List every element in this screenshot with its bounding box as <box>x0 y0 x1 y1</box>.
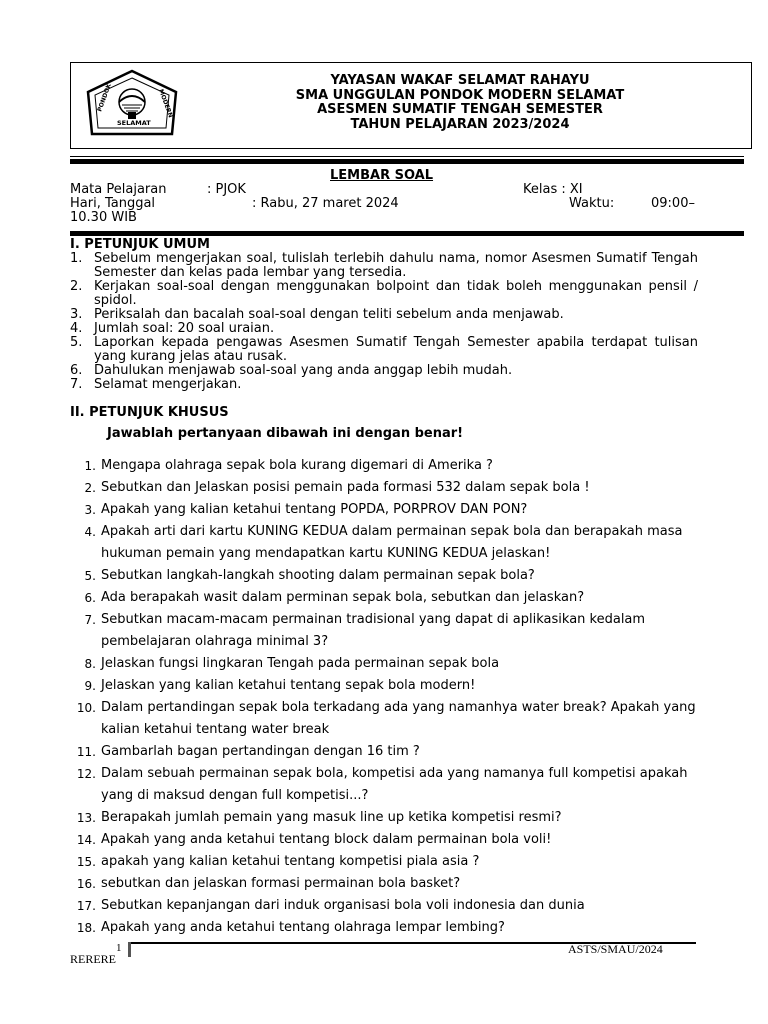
question-item <box>70 609 710 653</box>
petunjuk-umum-item-number: 1. <box>70 251 83 266</box>
divider-thin-top <box>70 156 744 157</box>
question-item <box>70 917 710 939</box>
question-number: 3. <box>84 503 96 517</box>
question-number: 17. <box>76 899 96 913</box>
logo-text-bottom: SELAMAT <box>117 119 151 127</box>
header-title-block <box>230 74 690 132</box>
hari-value: : Rabu, 27 maret 2024 <box>252 196 399 211</box>
question-number: 12. <box>76 767 96 781</box>
waktu-value: 09:00– <box>651 196 695 211</box>
waktu-value-cont: 10.30 WIB <box>70 210 137 225</box>
petunjuk-umum-item-text: Dahulukan menjawab soal-soal yang anda anggap lebih mudah. <box>94 363 513 378</box>
question-text: Ada berapakah wasit dalam perminan sepak bola, sebutkan dan jelaskan? <box>101 590 585 605</box>
petunjuk-umum <box>70 238 698 392</box>
question-text: Gambarlah bagan pertandingan dengan 16 tim ? <box>101 744 420 759</box>
question-number: 9. <box>84 679 96 693</box>
waktu-label: Waktu: <box>569 196 615 211</box>
question-number: 4. <box>84 525 96 539</box>
question-text: Apakah yang kalian ketahui tentang POPDA, PORPROV DAN PON? <box>101 502 528 517</box>
petunjuk-umum-list <box>70 252 698 392</box>
lembar-soal-title: LEMBAR SOAL <box>330 168 434 183</box>
petunjuk-umum-item <box>70 280 698 308</box>
question-item <box>70 829 710 851</box>
mapel-value: : PJOK <box>207 182 246 197</box>
logo-text-top: PONDOK <box>96 82 113 113</box>
question-text: Sebutkan langkah-langkah shooting dalam permainan sepak bola? <box>101 568 535 583</box>
question-text: Apakah yang anda ketahui tentang block dalam permainan bola voli! <box>101 832 552 847</box>
question-item <box>70 873 710 895</box>
question-item <box>70 675 710 697</box>
question-number: 13. <box>76 811 96 825</box>
petunjuk-umum-item-number: 6. <box>70 363 83 378</box>
question-number: 1. <box>84 459 96 473</box>
question-number: 15. <box>76 855 96 869</box>
question-number: 7. <box>84 613 96 627</box>
petunjuk-umum-item <box>70 308 698 322</box>
footer-bar-mark <box>128 942 131 957</box>
hari-label: Hari, Tanggal <box>70 196 156 211</box>
petunjuk-umum-heading: I. PETUNJUK UMUM <box>70 237 210 252</box>
question-text: apakah yang kalian ketahui tentang kompetisi piala asia ? <box>101 854 480 869</box>
petunjuk-umum-item-text: Kerjakan soal-soal dengan menggunakan bolpoint dan tidak boleh menggunakan pensil / spidol. <box>94 279 698 308</box>
question-number: 6. <box>84 591 96 605</box>
footer-page-number: 1 <box>116 942 122 954</box>
question-text: Jelaskan yang kalian ketahui tentang sepak bola modern! <box>101 678 476 693</box>
question-number: 8. <box>84 657 96 671</box>
question-text: sebutkan dan jelaskan formasi permainan bola basket? <box>101 876 461 891</box>
question-item <box>70 895 710 917</box>
question-item <box>70 653 710 675</box>
question-number: 16. <box>76 877 96 891</box>
question-text: Dalam sebuah permainan sepak bola, kompetisi ada yang namanya full kompetisi apakah yang di maksud dengan full kompetisi...? <box>101 766 688 803</box>
footer-right-text: ASTS/SMAU/2024 <box>568 942 663 956</box>
petunjuk-umum-item-text: Periksalah dan bacalah soal-soal dengan teliti sebelum anda menjawab. <box>94 307 564 322</box>
header-line-4: TAHUN PELAJARAN 2023/2024 <box>350 116 570 132</box>
question-item <box>70 587 710 609</box>
question-item <box>70 851 710 873</box>
question-text: Dalam pertandingan sepak bola terkadang ada yang namanhya water break? Apakah yang kalian ketahui tentang water break <box>101 700 696 737</box>
petunjuk-umum-item-number: 3. <box>70 307 83 322</box>
question-number: 14. <box>76 833 96 847</box>
petunjuk-umum-item <box>70 252 698 280</box>
header-line-2: SMA UNGGULAN PONDOK MODERN SELAMAT <box>295 87 625 103</box>
question-item <box>70 763 710 807</box>
petunjuk-umum-item <box>70 336 698 364</box>
question-number: 2. <box>84 481 96 495</box>
question-text: Sebutkan macam-macam permainan tradisional yang dapat di aplikasikan kedalam pembelajaran olahraga minimal 3? <box>101 612 646 649</box>
petunjuk-umum-item-text: Selamat mengerjakan. <box>94 377 242 392</box>
petunjuk-umum-item-text: Jumlah soal: 20 soal uraian. <box>94 321 275 336</box>
petunjuk-umum-item <box>70 322 698 336</box>
question-text: Mengapa olahraga sepak bola kurang digemari di Amerika ? <box>101 458 493 473</box>
petunjuk-khusus-instruction: Jawablah pertanyaan dibawah ini dengan benar! <box>107 426 464 441</box>
header-line-1: YAYASAN WAKAF SELAMAT RAHAYU <box>330 73 590 88</box>
petunjuk-umum-item-number: 4. <box>70 321 83 336</box>
question-text: Sebutkan dan Jelaskan posisi pemain pada formasi 532 dalam sepak bola ! <box>101 480 590 495</box>
school-logo <box>84 68 180 138</box>
petunjuk-umum-item-text: Sebelum mengerjakan soal, tulislah terlebih dahulu nama, nomor Asesmen Sumatif Tengah Semester dan kelas pada lembar yang tersedia. <box>94 251 698 280</box>
question-item <box>70 807 710 829</box>
petunjuk-umum-item-text: Laporkan kepada pengawas Asesmen Sumatif Tengah Semester apabila terdapat tulisan yang kurang jelas atau rusak. <box>94 335 698 364</box>
petunjuk-umum-item-number: 7. <box>70 377 83 392</box>
kelas-info: Kelas : XI <box>523 182 583 197</box>
question-text: Apakah arti dari kartu KUNING KEDUA dalam permainan sepak bola dan berapakah masa hukuman pemain yang mendapatkan kartu KUNING KEDUA jelaskan! <box>101 524 683 561</box>
question-text: Sebutkan kepanjangan dari induk organisasi bola voli indonesia dan dunia <box>101 898 585 913</box>
petunjuk-umum-item-number: 2. <box>70 279 83 294</box>
divider-thick-mid <box>70 231 744 236</box>
question-item <box>70 521 710 565</box>
question-number: 11. <box>76 745 96 759</box>
petunjuk-khusus <box>70 406 698 420</box>
question-text: Apakah yang anda ketahui tentang olahraga lempar lembing? <box>101 920 505 935</box>
question-item <box>70 455 710 477</box>
question-item <box>70 477 710 499</box>
logo-text-right: MODERN <box>157 88 174 119</box>
question-item <box>70 697 710 741</box>
question-number: 10. <box>76 701 96 715</box>
question-list <box>70 455 710 939</box>
divider-thick-top <box>70 159 744 164</box>
footer-left-text: RERERE <box>70 952 117 966</box>
question-item <box>70 499 710 521</box>
header-line-3: ASESMEN SUMATIF TENGAH SEMESTER <box>317 102 603 117</box>
petunjuk-umum-item-number: 5. <box>70 335 83 350</box>
mapel-label: Mata Pelajaran <box>70 182 167 197</box>
question-number: 18. <box>76 921 96 935</box>
petunjuk-khusus-heading: II. PETUNJUK KHUSUS <box>70 405 229 420</box>
question-text: Jelaskan fungsi lingkaran Tengah pada permainan sepak bola <box>101 656 500 671</box>
question-item <box>70 741 710 763</box>
petunjuk-umum-item <box>70 364 698 378</box>
question-item <box>70 565 710 587</box>
petunjuk-umum-item <box>70 378 698 392</box>
question-text: Berapakah jumlah pemain yang masuk line up ketika kompetisi resmi? <box>101 810 562 825</box>
question-number: 5. <box>84 569 96 583</box>
